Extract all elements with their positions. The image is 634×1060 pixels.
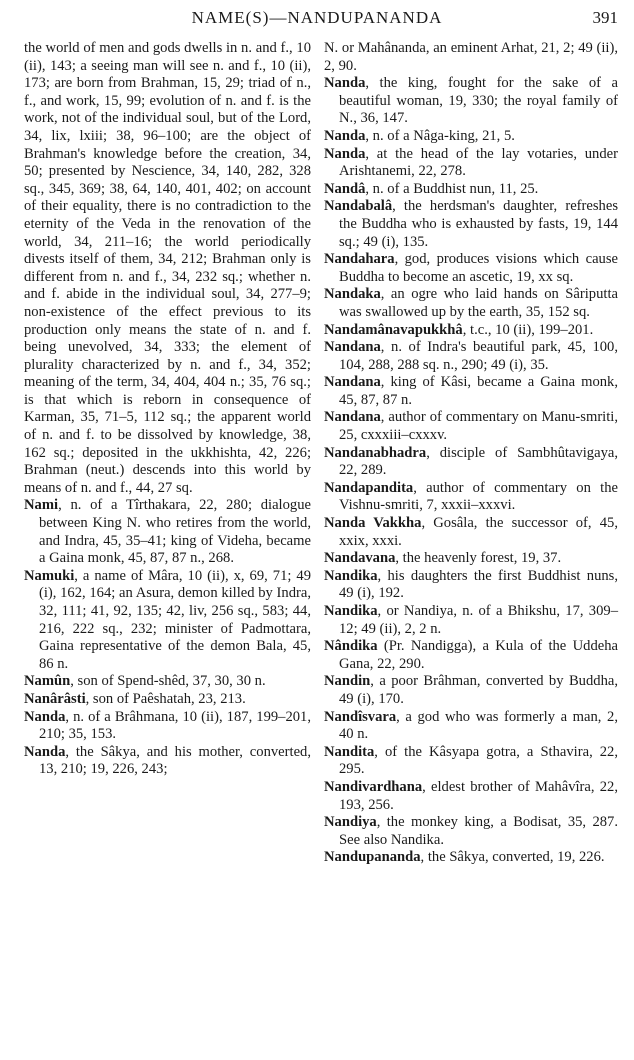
entry-text: , the herdsman's daughter, refreshes the Buddha who is exhausted by fasts, 19, 144 sq.; 49 (i), 135.: [339, 198, 618, 250]
index-entry: [324, 322, 618, 340]
entry-text: , son of Paêshatah, 23, 213.: [85, 690, 246, 707]
entry-text: , eldest brother of Mahâvîra, 22, 193, 256.: [339, 778, 618, 813]
entry-headword: Nandana: [324, 339, 381, 356]
entry-headword: Nandîsvara: [324, 708, 397, 725]
entry-headword: Nanda: [324, 75, 366, 92]
entry-text: , a god who was formerly a man, 2, 40 n.: [339, 708, 618, 743]
index-entry: [324, 75, 618, 128]
entry-headword: Nandana: [324, 409, 381, 426]
index-entry: [324, 409, 618, 444]
index-entry: [324, 515, 618, 550]
entry-headword: Nandamânavapukkhâ: [324, 321, 463, 338]
index-entry: [324, 709, 618, 744]
entry-headword: Nami: [24, 497, 59, 514]
entry-headword: Nanârâsti: [24, 690, 86, 707]
index-entry: [24, 709, 311, 744]
index-entry: [324, 550, 618, 568]
running-head: NAME(S)—NANDUPANANDA: [191, 8, 443, 27]
entry-text: , a name of Mâra, 10 (ii), x, 69, 71; 49 (i), 162, 164; an Asura, demon killed by Indra, 32, 111; 41, 92, 135; 42, liv, 256 sq., 583; 44, 216, 222 sq., 232; minister of Padmottara, Gaina representative of the demon Bala, 45, 86 n.: [39, 567, 311, 672]
index-entry: [324, 673, 618, 708]
entry-text: , author of commentary on Manu-smriti, 25, cxxxiii–cxxxv.: [339, 409, 618, 444]
index-entry: [324, 445, 618, 480]
entry-text: , the monkey king, a Bodisat, 35, 287. See also Nandika.: [339, 814, 618, 848]
entry-headword: Nandapandita: [324, 479, 414, 496]
entry-text: , n. of Indra's beautiful park, 45, 100, 104, 288, 288 sq. n., 290; 49 (i), 35.: [339, 339, 618, 373]
entry-text: , Gosâla, the successor of, 45, xxix, xxxi.: [339, 515, 618, 549]
entry-headword: Nanda: [24, 708, 66, 725]
entry-headword: Nandavana: [324, 550, 396, 567]
entry-headword: Nandita: [324, 743, 375, 760]
entry-text: (Pr. Nandigga), a Kula of the Uddeha Gana, 22, 290.: [339, 638, 618, 672]
entry-headword: Nandika: [324, 603, 378, 619]
index-entry: [24, 691, 311, 709]
index-entry: [24, 673, 311, 691]
entry-text: , at the head of the lay votaries, under Arishtanemi, 22, 278.: [339, 145, 618, 180]
entry-headword: Namuki: [24, 567, 75, 584]
index-entry: [9, 40, 311, 497]
entry-headword: Nândika: [324, 638, 378, 655]
index-entry: [324, 286, 618, 321]
entry-headword: Nanda: [324, 145, 366, 162]
entry-headword: Nandahara: [324, 251, 395, 268]
entry-text: , of the Kâsyapa gotra, a Sthavira, 22, 295.: [339, 743, 618, 778]
index-entry: [24, 497, 311, 567]
entry-headword: Nandiya: [324, 814, 377, 831]
entry-headword: Nandabalâ: [324, 198, 393, 215]
index-entry: [324, 849, 618, 867]
entry-text: , an ogre who laid hands on Sâriputta was swallowed up by the earth, 35, 152 sq.: [339, 286, 618, 320]
index-entry: [324, 181, 618, 199]
entry-text: , t.c., 10 (ii), 199–201.: [462, 321, 594, 338]
index-entry: [324, 128, 618, 146]
index-entry: [324, 568, 618, 603]
index-entry: [324, 814, 618, 849]
entry-text: , the Sâkya, and his mother, converted, 13, 210; 19, 226, 243;: [39, 743, 311, 778]
entry-headword: Nanda: [24, 743, 66, 760]
entry-headword: Nandika: [324, 567, 378, 584]
entry-headword: Nanda Vakkha: [324, 515, 422, 532]
index-entry: [324, 146, 618, 181]
page-header: [0, 8, 634, 32]
entry-text: , n. of a Buddhist nun, 11, 25.: [365, 180, 539, 197]
entry-text: , son of Spend-shêd, 37, 30, 30 n.: [70, 673, 266, 690]
entry-text: , n. of a Tîrthakara, 22, 280; dialogue between King N. who retires from the world, and Indra, 45, 35–41; king of Videha, became a Gaina monk, 45, 87, 87 n., 268.: [39, 497, 311, 567]
entry-text: , the heavenly forest, 19, 37.: [395, 550, 562, 567]
index-entry: [24, 744, 311, 779]
entry-text: N. or Mahânanda, an eminent Arhat, 21, 2; 49 (ii), 2, 90.: [324, 40, 618, 74]
entry-text: , author of commentary on the Vishnu-smriti, 7, xxxii–xxxvi.: [339, 479, 618, 514]
entry-text: , disciple of Sambhûtavigaya, 22, 289.: [339, 444, 618, 479]
index-entry: [324, 251, 618, 286]
right-column: [324, 40, 618, 867]
index-entry: [309, 40, 618, 75]
index-entry: [324, 744, 618, 779]
entry-text: , n. of a Brâhmana, 10 (ii), 187, 199–201, 210; 35, 153.: [39, 708, 311, 743]
entry-headword: Nandâ: [324, 180, 366, 197]
entry-text: the world of men and gods dwells in n. and f., 10 (ii), 143; a seeing man will see n. and f., 10 (ii), 173; are born from Brahman, 15, 29; triad of n., f., and work, 15, 99; evolution of n. and f. is the work, not of the individual soul, but of the Lord, 34, lix, lxiii; 38, 96–100; are the object of Brahman's knowledge before the creation, 34, 50; presented by Nescience, 34, 140, 282, 328 sq., 345, 369; 38, 64, 140, 401, 402; on account of their equality, there is no contradiction to the eternity of the Veda in the renovation of the world, 34, 211–16; the world periodically divests itself of them, 34, 212; Brahman only is different from n. and f., 34, 232 sq.; whether n. and f. abide in the individual soul, 34, 277–9; non-existence of the effect previous to its production only means the state of n. and f. being unevolved, 34, 333; the element of plurality characterized by n. and f., 34, 352; meaning of the term, 34, 404, 404 n.; 35, 76 sq.; is that which is reborn in consequence of Karman, 35, 71–5, 112 sq.; the apparent world of n. and f. to be dissolved by knowledge, 38, 162 sq.; deposited in the ukkhishta, 42, 226; Brahman (neut.) descends into this world by means of n. and f., 44, 27 sq.: [24, 40, 311, 496]
index-entry: [24, 568, 311, 674]
page-number: 391: [592, 8, 618, 27]
entry-headword: Namûn: [24, 673, 71, 690]
entry-text: , a poor Brâhman, converted by Buddha, 49 (i), 170.: [339, 673, 618, 707]
entry-text: , the king, fought for the sake of a beautiful woman, 19, 330; the royal family of N., 36, 147.: [339, 75, 618, 127]
entry-text: , n. of a Nâga-king, 21, 5.: [365, 127, 515, 144]
index-entry: [324, 480, 618, 515]
index-entry: [324, 603, 618, 638]
entry-headword: Nandupananda: [324, 849, 421, 866]
entry-text: , king of Kâsi, became a Gaina monk, 45, 87, 87 n.: [339, 374, 618, 408]
entry-headword: Nandin: [324, 673, 371, 690]
index-entry: [324, 638, 618, 673]
entry-text: , the Sâkya, converted, 19, 226.: [420, 849, 605, 866]
entry-text: , his daughters the first Buddhist nuns, 49 (i), 192.: [339, 567, 618, 602]
entry-headword: Nandana: [324, 374, 381, 391]
entry-text: , god, produces visions which cause Buddha to become an ascetic, 19, xx sq.: [339, 251, 618, 285]
index-entry: [324, 198, 618, 251]
entry-headword: Nandivardhana: [324, 778, 423, 795]
entry-headword: Nanda: [324, 127, 366, 144]
index-entry: [324, 339, 618, 374]
entry-headword: Nandaka: [324, 286, 381, 303]
entry-text: , or Nandiya, n. of a Bhikshu, 17, 309–12; 49 (ii), 2, 2 n.: [339, 603, 618, 637]
left-column: [24, 40, 311, 779]
entry-headword: Nandanabhadra: [324, 444, 427, 461]
index-entry: [324, 374, 618, 409]
index-entry: [324, 779, 618, 814]
